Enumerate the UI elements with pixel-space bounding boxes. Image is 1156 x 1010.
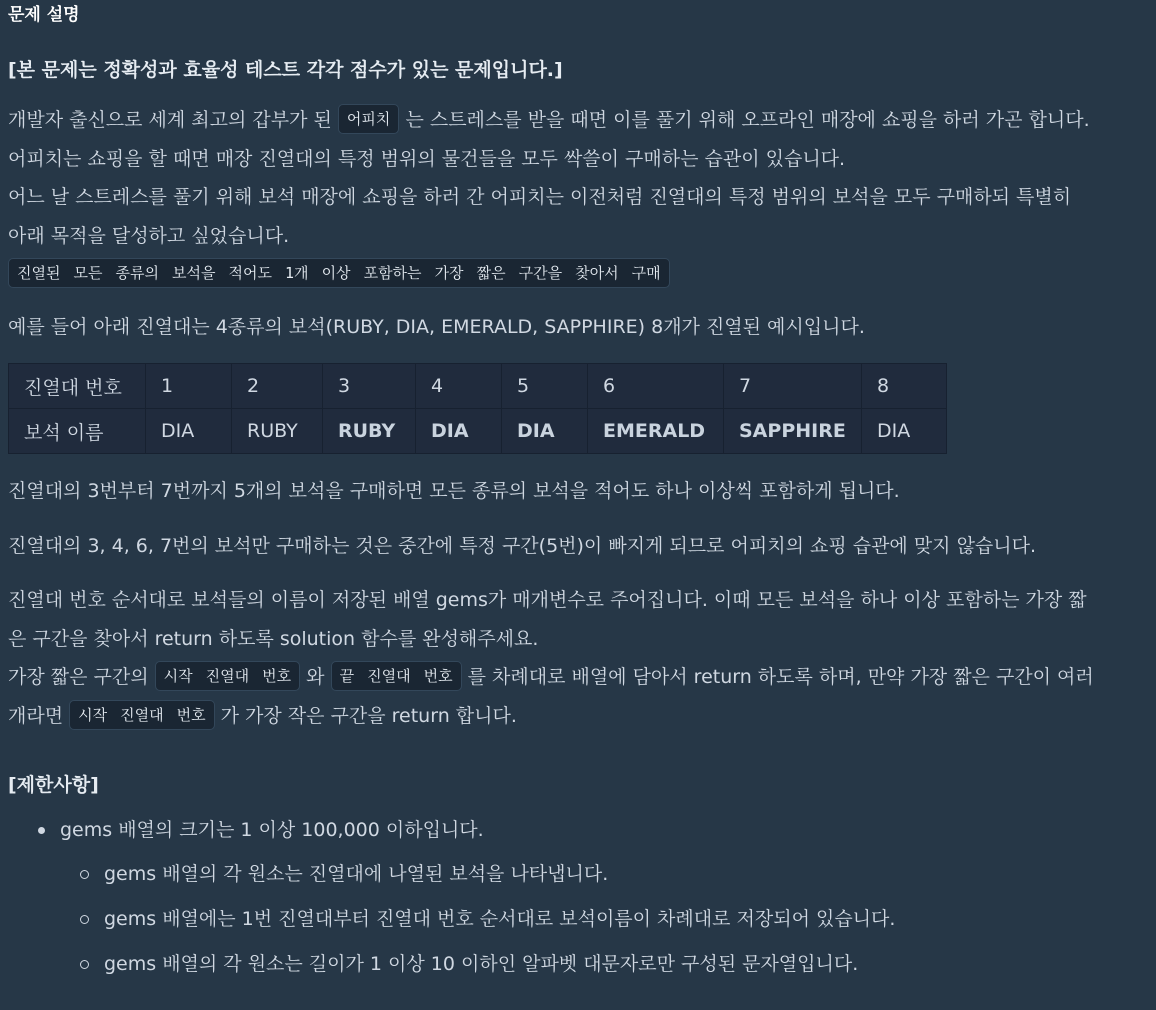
intro-text: 는 스트레스를 받을 때면 이를 풀기 위해 오프라인 매장에 쇼핑을 하러 가곤 합니다.: [405, 109, 1090, 131]
inline-code: 시작 진열대 번호: [155, 661, 301, 691]
table-cell: 7: [724, 364, 862, 409]
task-paragraph: [8, 581, 1148, 735]
return-text: 개라면: [8, 704, 64, 727]
return-text: 를 차례대로 배열에 담아서 return 하도록 하며, 만약 가장 짧은 구간이 여러: [467, 666, 1094, 688]
table-cell: 1: [146, 364, 232, 409]
inline-code: 어피치: [338, 104, 399, 134]
intro-paragraph: [8, 101, 1148, 294]
table-cell: 6: [588, 364, 724, 409]
example-text: 예를 들어 아래 진열대는 4종류의 보석(RUBY, DIA, EMERALD, SAPPHIRE) 8개가 진열된 예시입니다.: [8, 316, 865, 338]
return-text: 가장 짧은 구간의: [8, 666, 149, 688]
constraints-list: [38, 811, 484, 849]
section-title: 문제 설명: [8, 5, 80, 25]
table-cell: DIA: [146, 409, 232, 454]
table-cell: 4: [416, 364, 502, 409]
return-line-2: [8, 697, 1148, 736]
intro-line-2: 어피치는 쇼핑을 할 때면 매장 진열대의 특정 범위의 물건들을 모두 싹쓸이 구매하는 습관이 있습니다.: [8, 147, 846, 170]
return-text: 와: [306, 666, 325, 688]
task-line-2: 은 구간을 찾아서 return 하도록 solution 함수를 완성해주세요.: [8, 627, 539, 650]
intro-line-3: 어느 날 스트레스를 풀기 위해 보석 매장에 쇼핑을 하러 간 어피치는 이전처럼 진열대의 특정 범위의 보석을 모두 구매하되 특별히: [8, 186, 1072, 208]
table-cell: EMERALD: [588, 409, 724, 454]
table-cell: DIA: [502, 409, 588, 454]
intro-text: 개발자 출신으로 세계 최고의 갑부가 된: [8, 109, 332, 131]
table-cell: RUBY: [323, 409, 416, 454]
table-header-cell: 보석 이름: [9, 409, 146, 454]
inline-code: 끝 진열대 번호: [331, 661, 462, 691]
table-row: [9, 364, 947, 409]
table-row: [9, 409, 947, 454]
table-cell: 3: [323, 364, 416, 409]
return-line-1: [8, 658, 1148, 697]
task-line-1: 진열대 번호 순서대로 보석들의 이름이 저장된 배열 gems가 매개변수로 주어집니다. 이때 모든 보석을 하나 이상 포함하는 가장 짧: [8, 589, 1087, 611]
table-cell: DIA: [862, 409, 947, 454]
intro-line-4: 아래 목적을 달성하고 싶었습니다.: [8, 224, 290, 247]
table-cell: SAPPHIRE: [724, 409, 862, 454]
table-cell: DIA: [416, 409, 502, 454]
scoring-note: [본 문제는 정확성과 효율성 테스트 각각 점수가 있는 문제입니다.]: [8, 59, 563, 81]
list-item: gems 배열의 각 원소는 길이가 1 이상 10 이하인 알파벳 대문자로만 구성된 문자열입니다.: [80, 945, 858, 983]
table-header-cell: 진열대 번호: [9, 364, 146, 409]
explanation-2: 진열대의 3, 4, 6, 7번의 보석만 구매하는 것은 중간에 특정 구간(5번)이 빠지게 되므로 어피치의 쇼핑 습관에 맞지 않습니다.: [8, 535, 1037, 557]
goal-code: 진열된 모든 종류의 보석을 적어도 1개 이상 포함하는 가장 짧은 구간을 찾아서 구매: [8, 258, 670, 288]
intro-line-1: [8, 101, 1148, 140]
table-cell: 5: [502, 364, 588, 409]
list-item: gems 배열에는 1번 진열대부터 진열대 번호 순서대로 보석이름이 차례대로 저장되어 있습니다.: [80, 900, 895, 938]
list-item: gems 배열의 각 원소는 진열대에 나열된 보석을 나타냅니다.: [80, 855, 608, 893]
constraints-title: [제한사항]: [8, 774, 99, 796]
table-cell: 8: [862, 364, 947, 409]
list-item: gems 배열의 크기는 1 이상 100,000 이하입니다.: [38, 811, 484, 849]
gem-table: [8, 363, 947, 454]
return-text: 가 가장 작은 구간을 return 합니다.: [220, 704, 517, 727]
goal-line: [8, 255, 1148, 294]
inline-code: 시작 진열대 번호: [69, 700, 215, 730]
explanation-1: 진열대의 3번부터 7번까지 5개의 보석을 구매하면 모든 종류의 보석을 적어도 하나 이상씩 포함하게 됩니다.: [8, 480, 900, 502]
table-cell: 2: [232, 364, 323, 409]
table-cell: RUBY: [232, 409, 323, 454]
